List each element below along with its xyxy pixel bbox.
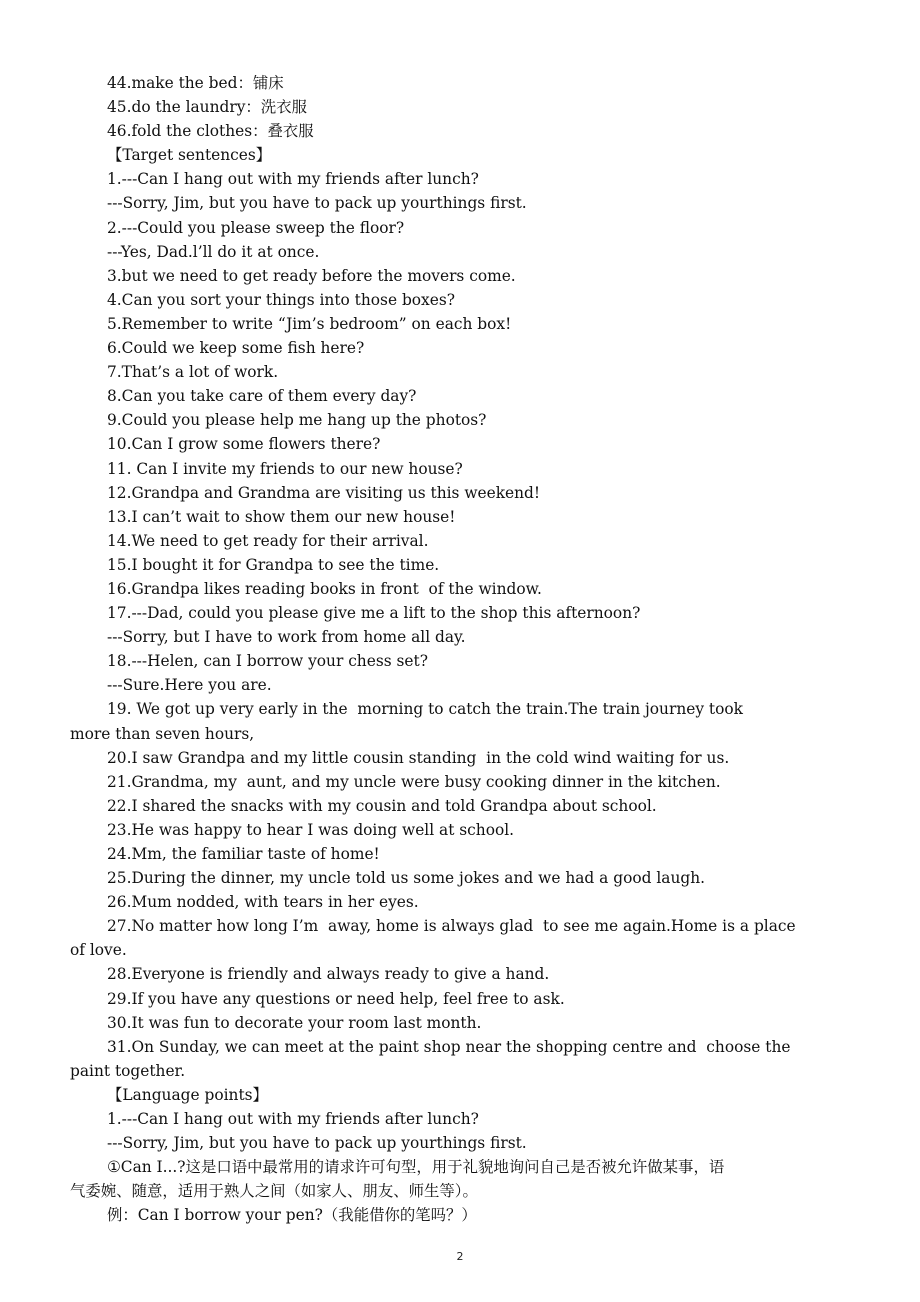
text-line: 1.---Can I hang out with my friends after lunch?: [107, 170, 479, 189]
text-line: 4.Can you sort your things into those boxes?: [107, 290, 455, 309]
text-line: 20.I saw Grandpa and my little cousin standing in the cold wind waiting for us.: [107, 748, 730, 767]
text-line: 46.fold the clothes：叠衣服: [107, 122, 314, 141]
text-line: 29.If you have any questions or need help, feel free to ask.: [107, 989, 565, 1008]
text-line-continuation: of love.: [70, 941, 127, 960]
text-line: 22.I shared the snacks with my cousin and told Grandpa about school.: [107, 796, 657, 815]
text-line: 24.Mm, the familiar taste of home!: [107, 845, 380, 863]
text-line: 28.Everyone is friendly and always ready to give a hand.: [107, 965, 550, 984]
text-line: 26.Mum nodded, with tears in her eyes.: [107, 893, 419, 912]
text-line: 44.make the bed：铺床: [107, 74, 284, 92]
text-line: 例：Can I borrow your pen?（我能借你的笔吗？）: [107, 1206, 477, 1225]
text-line: 6.Could we keep some fish here?: [107, 339, 365, 358]
page-number: 2: [456, 1250, 464, 1263]
text-line: 9.Could you please help me hang up the photos?: [107, 411, 487, 430]
text-line-continuation: 气委婉、随意，适用于熟人之间（如家人、朋友、师生等）。: [70, 1182, 478, 1201]
text-line: 14.We need to get ready for their arrival.: [107, 531, 429, 550]
text-line: 8.Can you take care of them every day?: [107, 387, 417, 406]
document-body: [70, 71, 860, 1228]
text-line: ---Sorry, Jim, but you have to pack up yourthings first.: [107, 194, 527, 213]
text-line: 2.---Could you please sweep the floor?: [107, 218, 405, 237]
text-line: 17.---Dad, could you please give me a lift to the shop this afternoon?: [107, 604, 641, 623]
text-line: 10.Can I grow some flowers there?: [107, 435, 381, 454]
text-line: 11. Can I invite my friends to our new house?: [107, 459, 463, 478]
text-line: 27.No matter how long I’m away, home is always glad to see me again.Home is a place: [107, 917, 796, 936]
text-line: 19. We got up very early in the morning to catch the train.The train journey took: [107, 700, 743, 719]
text-line: 12.Grandpa and Grandma are visiting us this weekend!: [107, 483, 541, 502]
text-line: 45.do the laundry：洗衣服: [107, 98, 307, 117]
text-line: 1.---Can I hang out with my friends after lunch?: [107, 1110, 479, 1129]
text-line: 21.Grandma, my aunt, and my uncle were busy cooking dinner in the kitchen.: [107, 772, 721, 791]
text-line: 5.Remember to write “Jim’s bedroom” on each box!: [107, 314, 512, 333]
text-line: 18.---Helen, can I borrow your chess set?: [107, 652, 428, 671]
text-line-continuation: paint together.: [70, 1061, 186, 1080]
text-line: ---Sorry, Jim, but you have to pack up yourthings first.: [107, 1134, 527, 1153]
text-line: 7.That’s a lot of work.: [107, 363, 279, 382]
text-line: 【Target sentences】: [107, 146, 272, 165]
text-line: ---Yes, Dad.l’ll do it at once.: [107, 242, 320, 261]
text-line: ---Sure.Here you are.: [107, 676, 272, 695]
text-line: ---Sorry, but I have to work from home all day.: [107, 628, 466, 647]
text-line-continuation: more than seven hours,: [70, 724, 255, 743]
text-line: 25.During the dinner, my uncle told us some jokes and we had a good laugh.: [107, 869, 706, 888]
text-line: 13.I can’t wait to show them our new house!: [107, 507, 456, 526]
text-line: 31.On Sunday, we can meet at the paint shop near the shopping centre and choose the: [107, 1037, 791, 1056]
text-line: ①Can I...?这是口语中最常用的请求许可句型，用于礼貌地询问自己是否被允许做某事，语: [107, 1158, 725, 1177]
text-line: 16.Grandpa likes reading books in front of the window.: [107, 579, 542, 598]
text-line: 15.I bought it for Grandpa to see the time.: [107, 555, 440, 574]
text-line: 30.It was fun to decorate your room last month.: [107, 1013, 482, 1032]
text-line: 23.He was happy to hear I was doing well at school.: [107, 820, 515, 839]
text-line: 【Language points】: [107, 1085, 268, 1104]
text-line: 3.but we need to get ready before the movers come.: [107, 266, 516, 285]
